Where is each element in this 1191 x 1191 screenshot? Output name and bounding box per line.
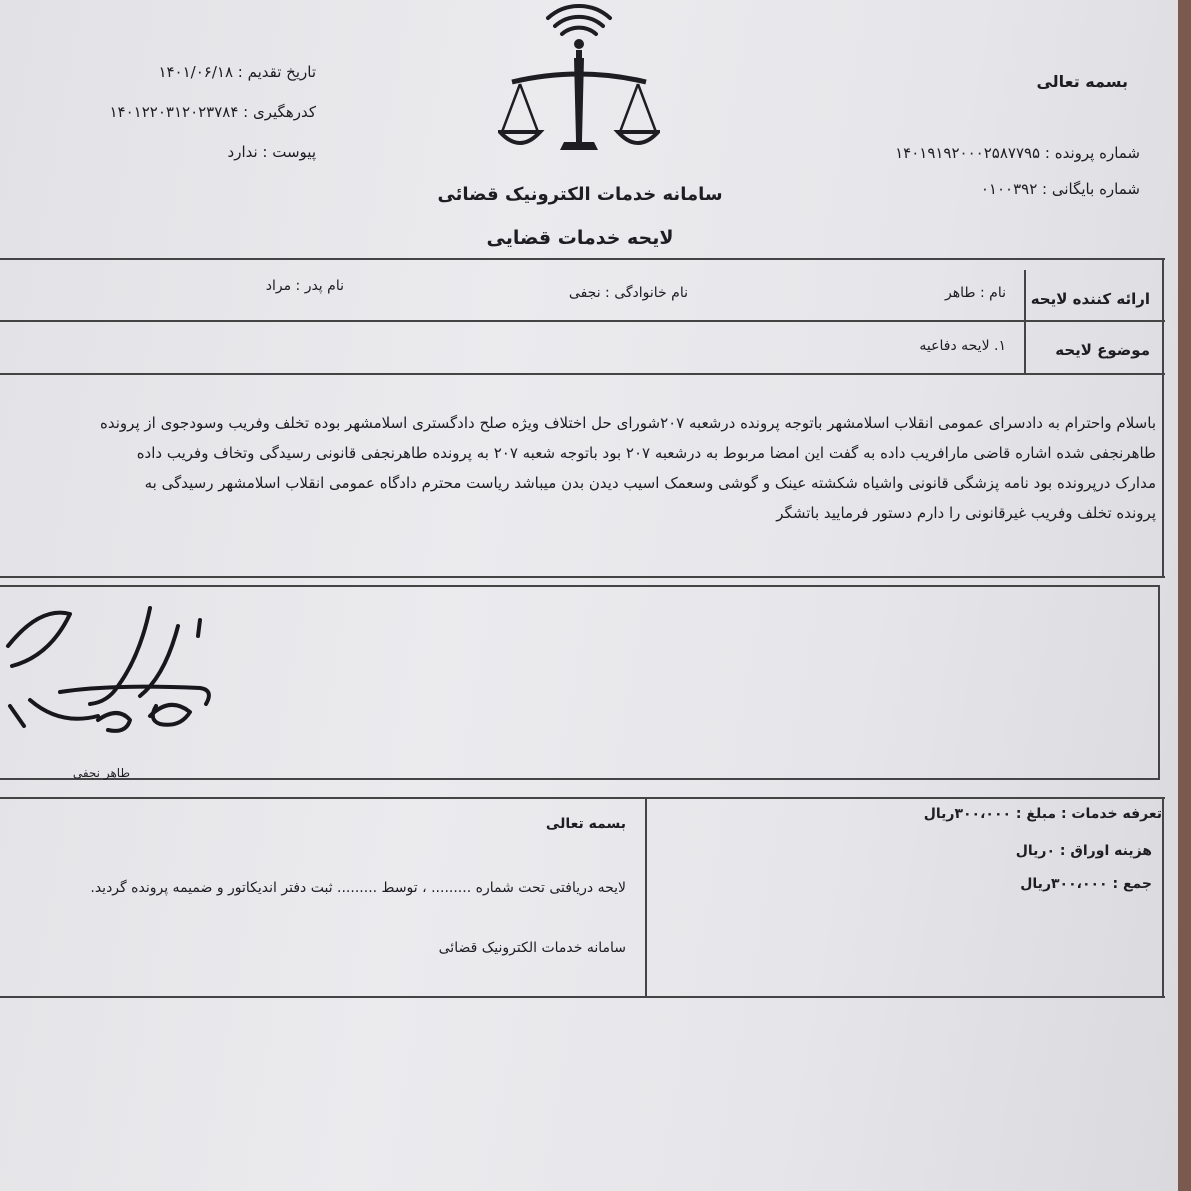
receipt-text: لایحه دریافتی تحت شماره ......... ، توسط ......... ثبت دفتر اندیکاتور و ضمیمه پرونده گردید. — [90, 880, 626, 896]
body-line: طاهرنجفی شده اشاره قاضی مارافریب داده به گفت این امضا مربوط به درشعبه ۲۰۷ بود باتوجه شعبه ۲۰۷ به پرونده طاهرنجفی قانونی رسیدگی وتخاف وفریب داده — [136, 444, 1156, 462]
paper-cost: هزینه اوراق : ۰ریال — [1015, 843, 1152, 859]
tariff-amount: تعرفه خدمات : مبلغ : ۳۰۰،۰۰۰ریال — [923, 806, 1162, 822]
body-text — [6, 408, 1156, 528]
body-line: پرونده تخلف وفریب غیرقانونی را دارم دستور فرمایید باتشگر — [776, 504, 1156, 522]
receipt-besmeh: بسمه تعالی — [545, 816, 626, 832]
besmeh-header: بسمه تعالی — [1036, 72, 1128, 91]
table-bottom-border — [0, 373, 1165, 375]
footer-bottom-border — [0, 996, 1165, 998]
signature-right-border — [1158, 585, 1160, 780]
submitter-family: نام خانوادگی : نجفی — [568, 285, 688, 301]
page-right-border — [1162, 258, 1164, 578]
footer-right-border — [1162, 797, 1164, 998]
tracking-code: کدرهگیری : ۱۴۰۱۲۲۰۳۱۲۰۲۳۷۸۴ — [109, 103, 316, 121]
table-label-divider — [1024, 270, 1026, 374]
signature-bottom-border — [0, 778, 1160, 780]
signatory-name: طاهر نجفی — [72, 766, 130, 780]
handwritten-signature — [0, 596, 240, 746]
submitter-label: ارائه کننده لایحه — [1030, 290, 1150, 308]
footer-divider — [645, 797, 647, 998]
submitter-father: نام پدر : مراد — [265, 278, 344, 294]
table-top-border — [0, 258, 1165, 260]
subject-value: ۱. لایحه دفاعیه — [919, 338, 1006, 354]
footer-top-border — [0, 797, 1165, 799]
submitter-name: نام : طاهر — [945, 285, 1006, 301]
body-bottom-border — [0, 576, 1165, 578]
signature-top-border — [0, 585, 1160, 587]
form-title: لایحه خدمات قضایی — [486, 227, 674, 249]
case-number: شماره پرونده : ۱۴۰۱۹۱۹۲۰۰۰۲۵۸۷۷۹۵ — [895, 144, 1140, 162]
receipt-footer: سامانه خدمات الکترونیک قضائی — [438, 940, 626, 956]
attachment: پیوست : ندارد — [227, 143, 316, 161]
body-line: مدارک درپرونده بود نامه پزشگی قانونی واشیاه شکشته عینک و گوشی وسعمک اسیب دیدن بدن میباشد ریاست محترم دادگاه عمومی انقلاب اسلامشهر رسیدگی به — [144, 474, 1156, 492]
body-line: باسلام واحترام به دادسرای عمومی انقلاب اسلامشهر باتوجه پرونده درشعبه ۲۰۷شورای حل اختلاف ویژه صلح دادگستری اسلامشهر بوده تخلف وفریب وسودجوی از پرونده — [100, 414, 1156, 432]
table-mid-border — [0, 320, 1165, 322]
subject-label: موضوع لایحه — [1055, 341, 1150, 359]
total-amount: جمع : ۳۰۰،۰۰۰ریال — [1020, 876, 1152, 892]
system-title: سامانه خدمات الکترونیک قضائی — [437, 184, 723, 205]
justice-scales-logo — [498, 4, 660, 164]
submit-date: تاریخ تقدیم : ۱۴۰۱/۰۶/۱۸ — [158, 63, 316, 81]
archive-number: شماره بایگانی : ۰۱۰۰۳۹۲ — [980, 180, 1140, 198]
